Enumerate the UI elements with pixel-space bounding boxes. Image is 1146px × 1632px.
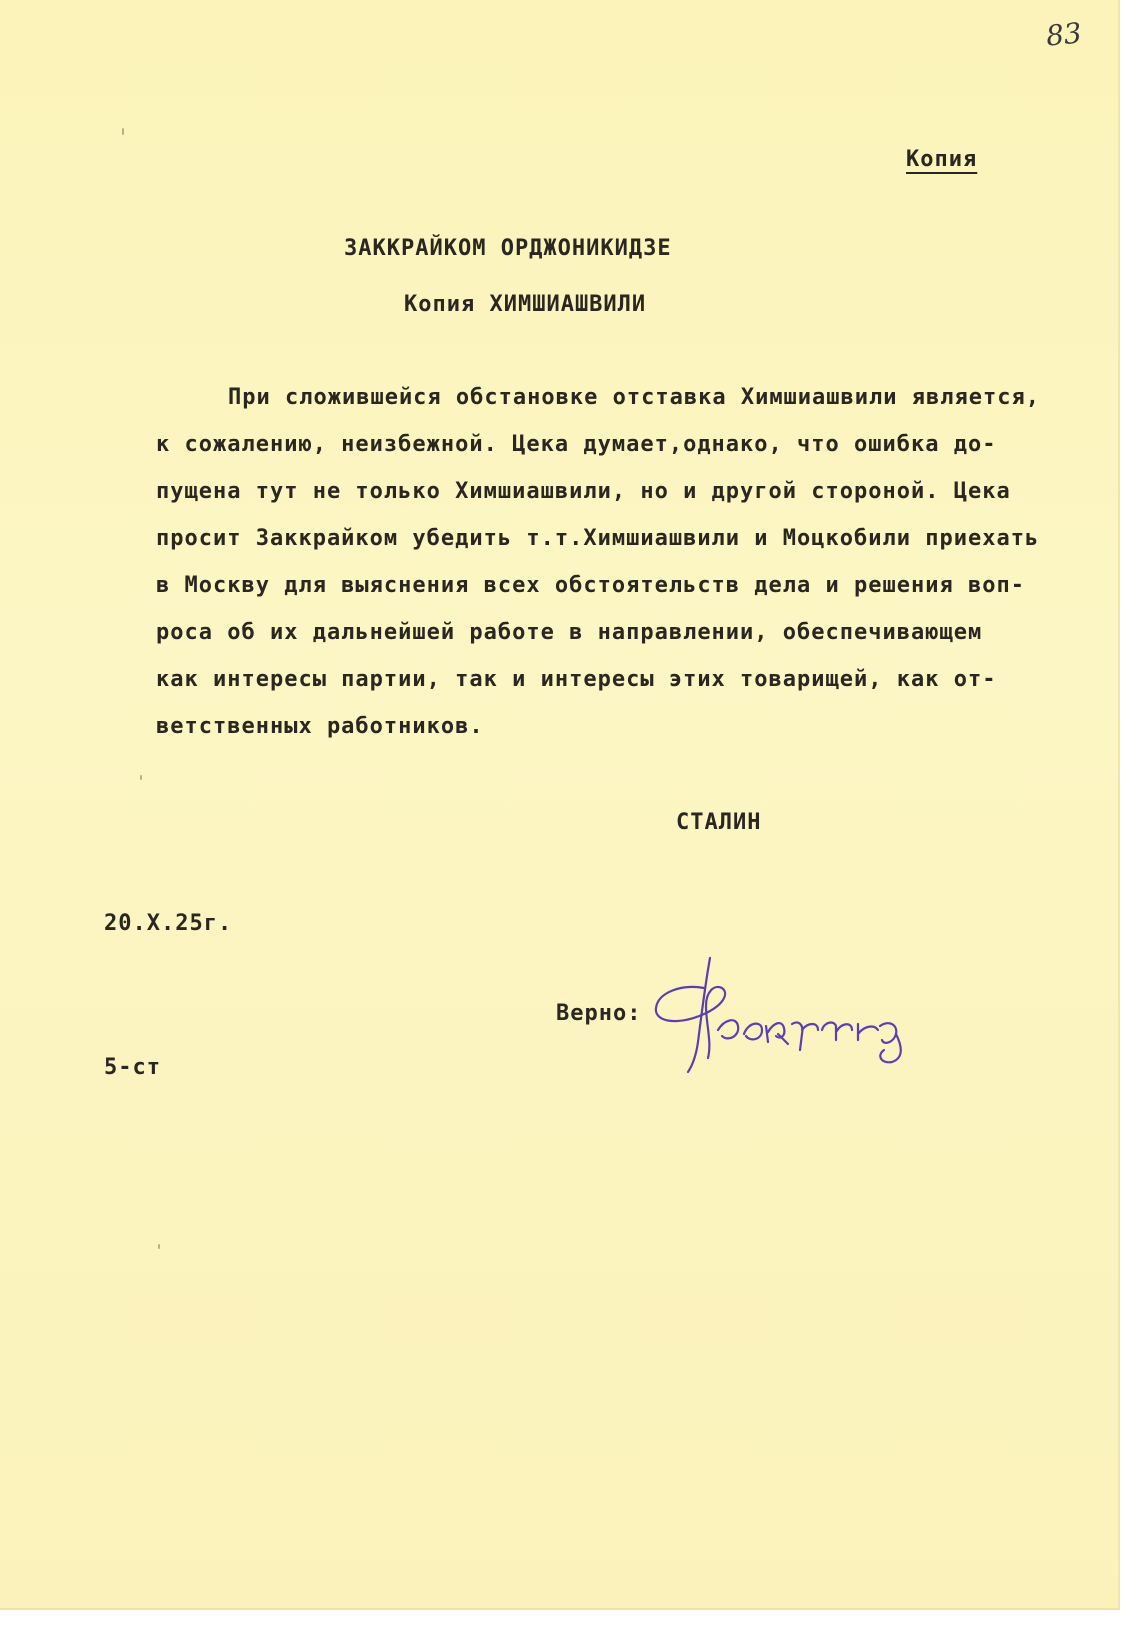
paper-speck [140, 775, 142, 780]
body-line: пущена тут не только Химшиашвили, но и другой стороной. Цека [156, 479, 1011, 504]
signatory-name: СТАЛИН [676, 810, 762, 835]
paper-speck [158, 1244, 160, 1249]
page-number: 83 [1044, 16, 1084, 53]
letter-body [156, 374, 1096, 750]
document-date: 20.X.25г. [104, 911, 233, 936]
reference-code: 5-ст [104, 1055, 161, 1080]
body-line: При сложившейся обстановке отставка Химшиашвили является, [228, 385, 1040, 410]
body-line: в Москву для выяснения всех обстоятельств дела и решения воп- [156, 573, 1025, 598]
addressee-heading: ЗАККРАЙКОМ ОРДЖОНИКИДЗЕ [344, 236, 672, 261]
copy-label: Копия [906, 147, 978, 172]
body-line: как интересы партии, так и интересы этих товарищей, как от- [156, 667, 997, 692]
body-line: просит Заккрайком убедить т.т.Химшиашвили и Моцкобили приехать [156, 526, 1040, 551]
body-line: к сожалению, неизбежной. Цека думает,однако, что ошибка до- [156, 432, 997, 457]
body-line: ветственных работников. [156, 714, 484, 739]
copy-recipient: Копия ХИМШИАШВИЛИ [404, 292, 647, 317]
body-line: роса об их дальнейшей работе в направлении, обеспечивающем [156, 620, 983, 645]
handwritten-signature [652, 950, 914, 1080]
certified-label: Верно: [556, 1001, 642, 1026]
paper-speck [122, 128, 124, 135]
